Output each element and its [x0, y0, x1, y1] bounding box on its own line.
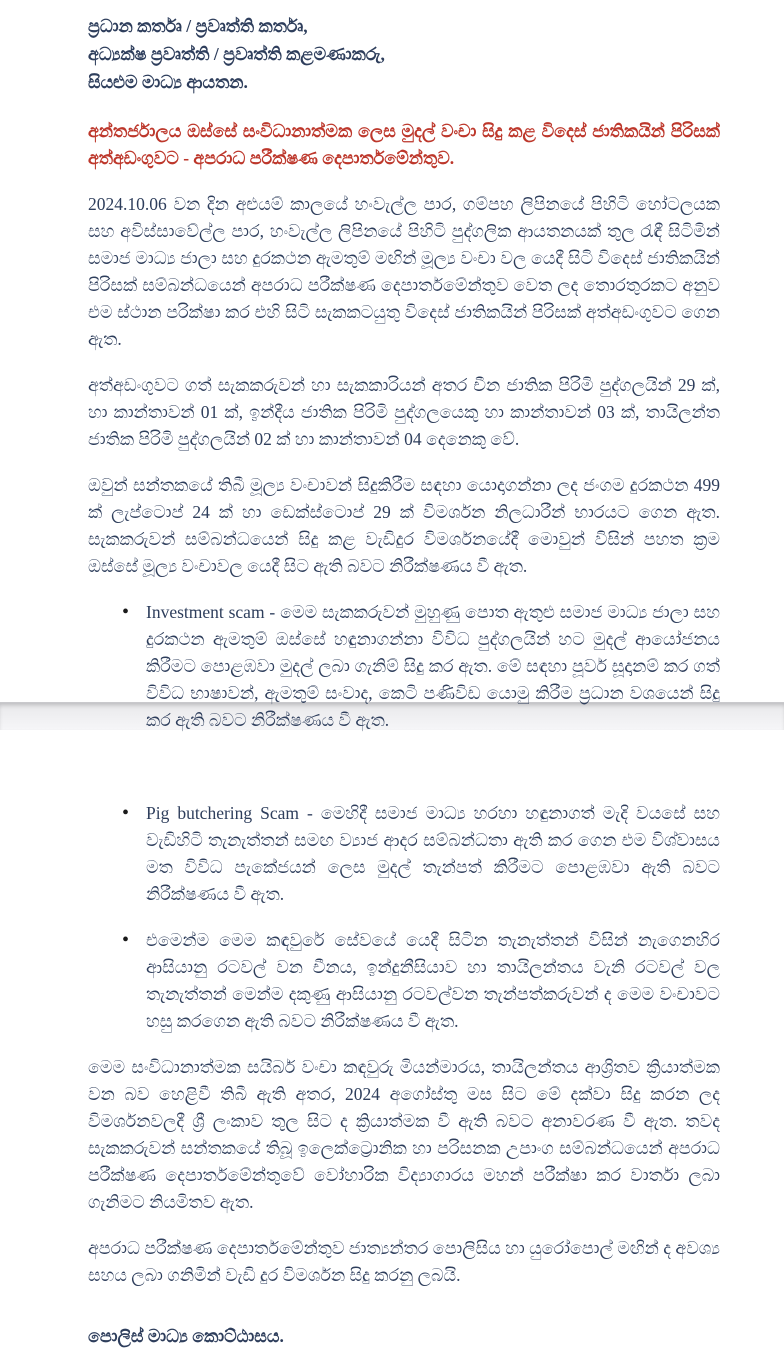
paragraph-arrest-counts: අත්අඩංගුවට ගත් සැකකරුවන් හා සැකකාරියන් අතර චීන ජාතික පිරිමි පුද්ගලයින් 29 ක්, හා කාන්තාවන් 01 ක්, ඉන්දීය ජාතික පිරිමි පුද්ගලයෙකු හා කාන්තාවන් 03 ක්, තායිලන්ත ජාතික පිරිමි පුද්ගලයින් 02 ක් හා කාන්තාවන් 04 දෙනෙකු වේ. — [88, 375, 720, 449]
scam-method-list-page2 — [88, 800, 720, 1035]
bullet-victim-countries — [122, 927, 720, 1035]
paragraph-seized-devices: ඔවුන් සන්තකයේ තිබී මූල්‍ය වංචාවන් සිදුකිරීම සඳහා යොදාගන්නා ලද ජංගම දුරකථන 499 ක් ලැප්ටොප් 24 ක් හා ඩෙක්ස්ටොප් 29 ක් විමර්ශන නිලධාරීන් භාරයට ගෙන ඇත. සැකකරුවන් සම්බන්ධයෙන් සිදු කළ වැඩිදුර විමර්ශනයේදී මොවුන් විසින් පහත ක්‍රම ඔස්සේ මූල්‍ය වංචාවල යෙදී සිට ඇති බවට නිරීක්ෂණය වී ඇත. — [88, 475, 720, 576]
bullet-victim-countries-text: එමෙන්ම මෙම කඳවුරේ සේවයේ යෙදී සිටින තැනැත්තන් විසින් නැගෙනහිර ආසියානු රටවල් වන චීනය, ඉන්දුනීසියාව හා තායිලන්තය වැනි රටවල් වල තැනැත්තන් මෙන්ම දකුණු ආසියානු රටවල්වන තැන්පත්කරුවන් ද මෙම වංචාවට හසු කරගෙන ඇති බවට නිරීක්ෂණය වී ඇත. — [146, 930, 720, 1031]
paragraph-incident: 2024.10.06 වන දින අළුයම් කාලයේ හංවැල්ල පාර, ගම්පහ ලිපිනයේ පිහිටි හෝටලයක සහ අවිස්සාවේල්ල පාර, හංවැල්ල ලිපිනයේ පිහිටි පුද්ගලික ආයතනයක් තුල රැඳී සිටිමින් සමාජ මාධ්‍ය ජාලා සහ දුරකථන ඇමතුම් මඟින් මූල්‍ය වංචා වල යෙදී සිටි විදෙස් ජාතිකයින් පිරිසක් සම්බන්ධයෙන් අපරාධ පරීක්ෂණ දෙපාර්තමේන්තුව වෙත ලද තොරතුරකට අනුව එම ස්ථාන පරික්ෂා කර එහි සිටි සැකකටයුතු විදෙස් ජාතිකයින් පිරිසක් අත්අඩංගුවට ගෙන ඇත. — [88, 194, 720, 349]
bullet-investment-scam — [122, 599, 720, 734]
paragraph-interpol-europol: අපරාධ පරීක්ෂණ දෙපාර්තමේන්තුව ජාත්‍යන්තර පොලිසිය හා යුරෝපොල් මඟින් ද අවශ්‍ය සහය ලබා ගනිමින් වැඩි දුර විමර්ශන සිදු කරනු ලබයි. — [88, 1238, 720, 1285]
issuing-division-signature: පොලිස් මාධ්‍ය කොට්ඨාසය. — [88, 1326, 284, 1346]
recipient-line-3: සියළුම මාධ්‍ය ආයතන. — [88, 72, 248, 92]
scam-method-list-page1 — [88, 599, 720, 734]
bullet-pig-butchering-scam — [122, 800, 720, 908]
recipient-line-1: ප්‍රධාන කර්තෘ / ප්‍රවෘත්ති කර්තෘ, — [88, 16, 308, 36]
recipient-block — [88, 12, 720, 96]
recipient-line-2: අධ්‍යක්ෂ ප්‍රවෘත්ති / ප්‍රවෘත්ති කළමණාකරු, — [88, 44, 385, 64]
paragraph-cyber-camps: මෙම සංවිධානාත්මක සයිබර් වංචා කඳවුරු මියන්මාරය, තායිලන්තය ආශ්‍රිතව ක්‍රියාත්මක වන බව හෙළිවී තිබී ඇති අතර, 2024 අගෝස්තු මස සිට මේ දක්වා සිදු කරන ලද විමර්ශනවලදී ශ්‍රී ලංකාව තුල සිට ද ක්‍රියාත්මක වී ඇති බවට අනාවරණ වී ඇත. තවද සැකකරුවන් සන්තකයේ තිබූ ඉලෙක්ට්‍රොනික හා පරිසනක උපාංග සම්බන්ධයෙන් අපරාධ පරීක්ෂණ දෙපාර්තමේන්තුවේ වෝහාරික විද්‍යාගාරය මහන් පරීක්ෂා කර වාර්තා ලබා ගැනිමට නියමිතව ඇත. — [88, 1057, 720, 1212]
bullet-investment-scam-lead: Investment scam - — [146, 602, 281, 622]
bullet-pig-butchering-text: මෙහිදී සමාජ මාධ්‍ය හරහා හඳුනාගත් මැදි වයසේ සහ වැඩිහිටි තැනැත්තන් සමඟ ව්‍යාජ ආදර සම්බන්ධතා ඇති කර ගෙන එම විශ්වාසය මත විවිධ පැකේජයන් ලෙස මුදල් තැන්පත් කිරීමට පොළඹවා ඇති බවට නිරීක්ෂණය වී ඇත. — [146, 803, 720, 904]
bullet-pig-butchering-lead: Pig butchering Scam - — [146, 803, 321, 823]
bullet-investment-scam-text: මෙම සැකකරුවන් මුහුණු පොත ඇතුළු සමාජ මාධ්‍ය ජාලා සහ දුරකථන ඇමතුම් ඔස්සේ හඳුනාගන්නා විවිධ පුද්ගලයින් හට මුදල් ආයෝජනය කිරීමට පොළඹවා මුදල් ලබා ගැනිම් සිදු කර ඇත. මේ සඳහා පූර්ව සූදානම් කර ගත් විවිධ භාෂාවන්, ඇමතුම් සංවාද, කෙටි පණිවිඩ යොමු කිරීම ප්‍රධාන වශයෙන් සිදු කර ඇති බවට නිරීක්ෂණය වී ඇත. — [146, 602, 720, 730]
press-release-headline: අන්තර්ජාලය ඔස්සේ සංවිධානාත්මක ලෙස මුදල් වංචා සිදු කළ විදෙස් ජාතිකයින් පිරිසක් අත්අඩංගුවට - අපරාධ පරීක්ෂණ දෙපාර්තමේන්තුව. — [88, 121, 720, 168]
page-2 — [0, 730, 784, 1346]
